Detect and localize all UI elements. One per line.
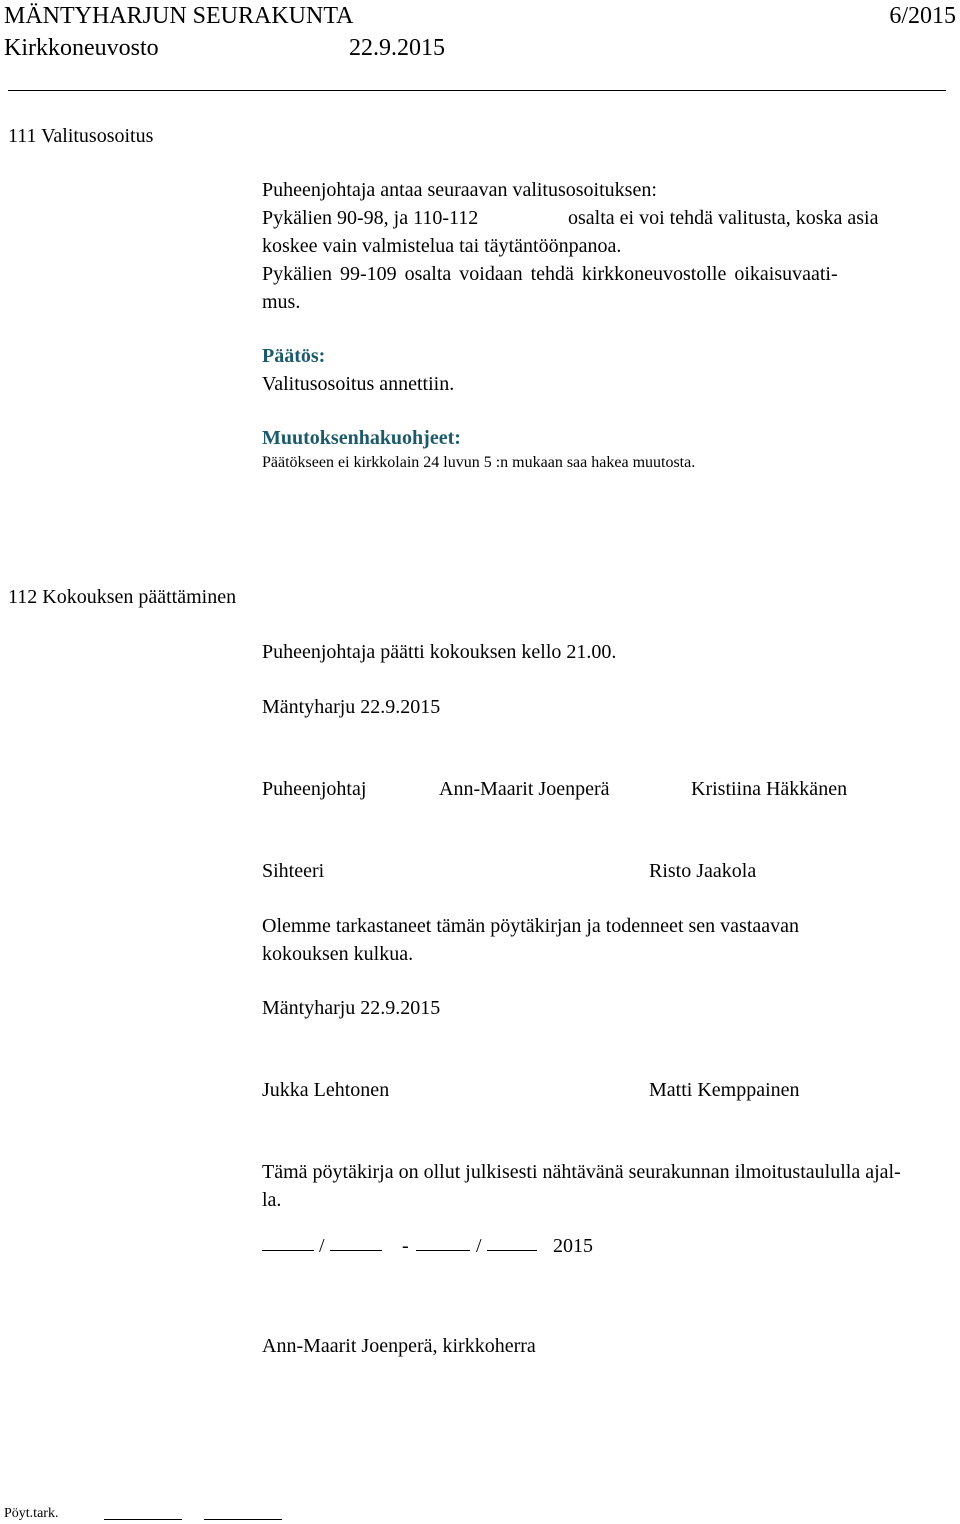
date-blank-4 [487, 1250, 537, 1251]
decision-label: Päätös: [262, 345, 326, 367]
section-111-line-5: mus. [262, 291, 301, 313]
reviewer-2-name: Matti Kemppainen [649, 1079, 800, 1101]
reviewer-1-name: Jukka Lehtonen [262, 1079, 390, 1101]
meeting-body: Kirkkoneuvosto [4, 35, 159, 61]
header-rule [8, 90, 946, 91]
document-number: 6/2015 [889, 3, 956, 29]
signature-line: Ann-Maarit Joenperä, kirkkoherra [262, 1335, 536, 1357]
appeal-text: Päätökseen ei kirkkolain 24 luvun 5 :n mukaan saa hakea muutosta. [262, 454, 696, 471]
decision-text: Valitusosoitus annettiin. [262, 373, 455, 395]
date-year: 2015 [553, 1235, 593, 1257]
review-line-2: kokouksen kulkua. [262, 943, 414, 965]
appeal-label: Muutoksenhakuohjeet: [262, 427, 461, 449]
review-line-1: Olemme tarkastaneet tämän pöytäkirjan ja todenneet sen vastaavan [262, 915, 800, 937]
signer-2-name: Kristiina Häkkänen [691, 778, 848, 800]
date-slash-1: / [319, 1235, 325, 1257]
section-112-title: 112 Kokouksen päättäminen [8, 586, 237, 608]
chair-name: Ann-Maarit Joenperä [439, 778, 610, 800]
section-111-line-2b: osalta ei voi tehdä valitusta, koska asia [568, 207, 879, 229]
secretary-label: Sihteeri [262, 860, 325, 882]
date-blank-2 [330, 1250, 382, 1251]
section-111-line-2a: Pykälien 90-98, ja 110-112 [262, 207, 479, 229]
secretary-name: Risto Jaakola [649, 860, 757, 882]
date-dash: - [402, 1235, 409, 1257]
meeting-close-text: Puheenjohtaja päätti kokouksen kello 21.00. [262, 641, 617, 663]
footer-blank-2 [204, 1519, 282, 1520]
footer-label: Pöyt.tark. [4, 1506, 59, 1521]
section-111-line-4: Pykälien 99-109 osalta voidaan tehdä kirkkoneuvostolle oikaisuvaati- [262, 263, 838, 285]
place-date-2: Mäntyharju 22.9.2015 [262, 997, 441, 1019]
footer-blank-1 [104, 1519, 182, 1520]
section-111-line-3: koskee vain valmistelua tai täytäntöönpanoa. [262, 235, 622, 257]
org-name: MÄNTYHARJUN SEURAKUNTA [4, 3, 354, 29]
date-blank-1 [262, 1250, 314, 1251]
meeting-date: 22.9.2015 [349, 35, 445, 61]
section-111-title: 111 Valitusosoitus [8, 125, 154, 147]
section-111-line-1: Puheenjohtaja antaa seuraavan valitusosoituksen: [262, 179, 657, 201]
place-date: Mäntyharju 22.9.2015 [262, 696, 441, 718]
public-display-line-1: Tämä pöytäkirja on ollut julkisesti nähtävänä seurakunnan ilmoitustaululla ajal- [262, 1161, 901, 1183]
chair-label: Puheenjohtaj [262, 778, 367, 800]
date-slash-2: / [476, 1235, 482, 1257]
date-blank-3 [416, 1250, 470, 1251]
public-display-line-2: la. [262, 1189, 282, 1211]
